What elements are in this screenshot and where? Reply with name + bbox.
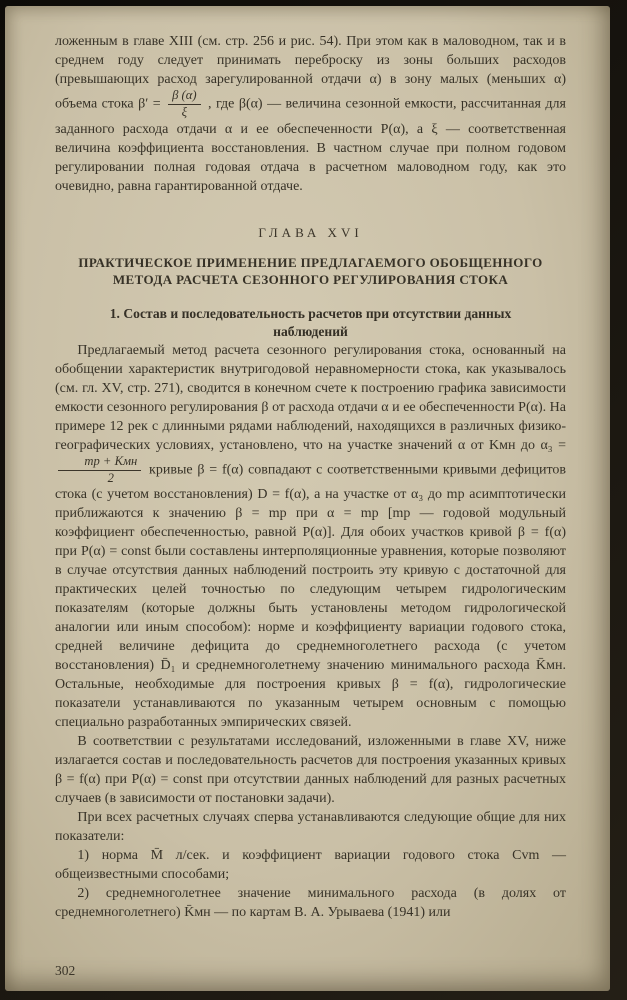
fraction-denominator: 2: [107, 470, 114, 485]
paragraph-method-text-1: Предлагаемый метод расчета сезонного регулирования стока, основанный на обобщении характеристик внутригодовой неравномерности стока, как указывалось (см. гл. XV, стр. 271), сводится в конечном счете к построению графика зависимости емкости сезонного регулирования β от расхода отдачи α и ее обеспеченности P(α). На примере 12 рек с длинными рядами наблюдений, находящихся в различных физико-географических условиях, установлено, что на участке значений α от Kмн до α₃ =: [55, 342, 566, 453]
fraction-denominator: ξ: [181, 104, 188, 119]
paragraph-method-text-2: кривые β = f(α) совпадают с соответственными кривыми дефицитов стока (с учетом восстановления) D = f(α), а на участке от α₃ до mp асимптотически приближаются к значению β = mp при α = mp [mp — годовой модульный коэффициент обеспеченностью, равной P(α)]. Для обоих участков кривой β = f(α) при P(α) = const были составлены интерполяционные уравнения, которые позволяют в случае отсутствия данных наблюдений построить эту кривую с достаточной для практических целей точностью по следующим четырем гидрологическим показателям (которые должны быть установлены методом гидрологической аналогии или иным способом): норме и коэффициенту вариации годового стока, средней величине дефицита до среднемноголетнего расхода (с учетом восстановления) D̄₁ и среднемноголетнему значению минимального расхода K̄мн. Остальные, необходимые для построения кривых β = f(α), гидрологические показатели устанавливаются по указанным четырем основным с помощью специально разработанных эмпирических связей.: [55, 462, 566, 731]
inline-fraction-beta: [168, 89, 200, 120]
intro-text-2: , где β(α) — величина сезонной емкости, рассчитанная для заданного расхода отдачи α и ее обеспеченности P(α), а ξ — соответственная величина коэффициента восстановления. В частном случае при полном годовом регулировании полная годовая отдача в расчетном маловодном году, как это очевидно, равна гарантированной отдаче.: [55, 96, 566, 194]
paragraph-results: В соответствии с результатами исследований, изложенными в главе XV, ниже излагается состав и последовательность расчетов для построения указанных кривых β = f(α) при P(α) = const при отсутствии данных наблюдений для разных расчетных случаев (в зависимости от постановки задачи).: [55, 734, 566, 807]
paragraph-method: [55, 341, 566, 733]
chapter-title: ПРАКТИЧЕСКОЕ ПРИМЕНЕНИЕ ПРЕДЛАГАЕМОГО ОБОБЩЕННОГО МЕТОДА РАСЧЕТА СЕЗОННОГО РЕГУЛИРОВАНИЯ СТОКА: [78, 254, 543, 287]
chapter-label: ГЛАВА XVI: [258, 224, 363, 240]
fraction-numerator: β (α): [168, 89, 200, 105]
paragraph-common-indicators: При всех расчетных случаях сперва устанавливаются следующие общие для них показатели:: [55, 810, 566, 845]
intro-text-1: ложенным в главе XIII (см. стр. 256 и рис. 54). При этом как в маловодном, так и в среднем году следует принимать переброску из зоны больших расходов (превышающих расход зарегулированной отдачи α) в зону малых (меньших α) объема стока β′ =: [55, 34, 566, 112]
fraction-numerator: mp + Kмн: [58, 455, 141, 471]
inline-fraction-alpha3: [58, 455, 141, 486]
book-page: [5, 6, 610, 991]
page-number: 302: [55, 963, 76, 978]
list-item-1: 1) норма M̄ л/сек. и коэффициент вариации годового стока Cvm — общеизвестными способами;: [55, 848, 566, 883]
list-item-2: 2) среднемноголетнее значение минимального расхода (в долях от среднемноголетнего) K̄мн — по картам В. А. Урываева (1941) или: [55, 886, 566, 921]
page-content: [5, 6, 610, 991]
section-title: 1. Состав и последовательность расчетов при отсутствии данных наблюдений: [109, 305, 512, 339]
intro-paragraph: [55, 32, 566, 196]
